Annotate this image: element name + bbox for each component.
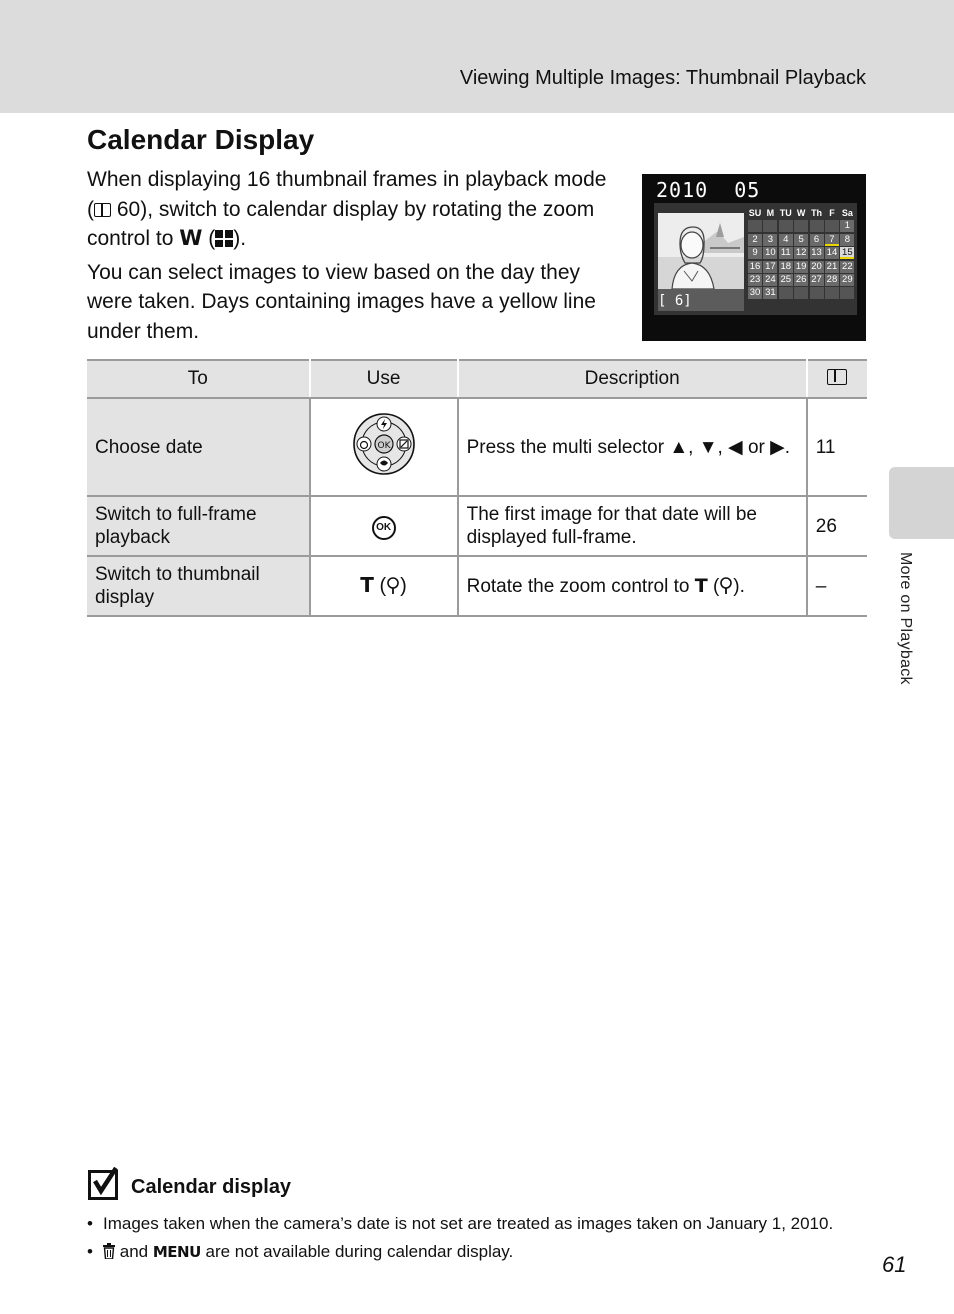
calendar-day[interactable]: 6	[810, 234, 824, 246]
ok-button-icon: OK	[372, 516, 396, 540]
calendar-day[interactable]: 8	[840, 234, 854, 246]
book-reference-icon	[827, 369, 847, 385]
thumbnail-grid-icon	[215, 230, 233, 247]
row-description-start: Rotate the zoom control to	[466, 575, 695, 597]
calendar-empty-cell	[748, 220, 762, 232]
intro-p1-end: ).	[233, 227, 247, 250]
note-list	[87, 1212, 867, 1268]
zoom-in-icon	[719, 577, 733, 595]
calendar-empty-cell	[763, 220, 777, 232]
intro-text	[87, 165, 617, 350]
header-to: To	[87, 360, 310, 398]
calendar-day[interactable]: 4	[779, 234, 793, 246]
row-description: The first image for that date will be displayed full-frame.	[458, 496, 807, 556]
multi-selector-icon	[351, 412, 417, 476]
row-action: Choose date	[87, 398, 310, 496]
calendar-empty-cell	[825, 220, 839, 232]
table-row	[87, 496, 867, 556]
book-reference-icon	[94, 203, 111, 217]
calendar-day[interactable]: 9	[748, 247, 762, 259]
note-item2-end: are not available during calendar display.	[205, 1242, 514, 1261]
calendar-day[interactable]: 18	[780, 260, 792, 272]
calendar-day[interactable]: 25	[780, 273, 792, 285]
header-reference	[807, 360, 867, 398]
calendar-empty-cell	[810, 287, 824, 299]
calendar-weekday: F	[829, 208, 835, 218]
calendar-day[interactable]: 5	[794, 234, 808, 246]
calendar-day[interactable]: 2	[748, 234, 762, 246]
screen-panel	[654, 203, 857, 315]
calendar-weekday: Sa	[841, 208, 853, 218]
calendar-empty-cell	[794, 220, 808, 232]
calendar-day[interactable]: 14	[826, 247, 838, 259]
calendar-day[interactable]: 29	[842, 273, 853, 285]
screen-year: 2010	[656, 178, 709, 202]
note-check-icon	[88, 1170, 118, 1200]
menu-button-label: MENU	[152, 1243, 201, 1261]
calendar-day[interactable]: 16	[749, 260, 761, 272]
row-page-reference: 11	[807, 398, 867, 496]
calendar-day[interactable]: 20	[811, 260, 822, 272]
screen-month: 05	[734, 178, 761, 202]
row-action: Switch to thumbnail display	[87, 556, 310, 616]
calendar-weekday: SU	[748, 208, 762, 218]
list-item: • Images taken when the camera’s date is not set are treated as images taken on January 1, 2010.	[87, 1212, 867, 1240]
frame-count: [ 6]	[658, 293, 692, 309]
camera-screen-calendar	[642, 174, 866, 341]
calendar-day[interactable]: 19	[795, 260, 807, 272]
intro-p1-middle: 60), switch to calendar display by rotating the zoom control to	[87, 197, 595, 250]
calendar-day[interactable]: 12	[795, 247, 807, 259]
calendar-day[interactable]: 17	[765, 260, 776, 272]
row-page-reference: –	[807, 556, 867, 616]
row-description: Rotate the zoom control to T ( ).	[458, 556, 807, 616]
calendar-day[interactable]: 24	[765, 273, 776, 285]
zoom-in-icon	[386, 577, 400, 595]
header-use: Use	[310, 360, 458, 398]
calendar-empty-cell	[779, 220, 793, 232]
row-action: Switch to full-frame playback	[87, 496, 310, 556]
section-title: Calendar Display	[87, 124, 315, 155]
preview-photo	[658, 213, 744, 289]
calendar-day[interactable]: 23	[749, 273, 761, 285]
row-use	[310, 496, 458, 556]
calendar-day[interactable]: 30	[749, 287, 761, 299]
calendar-day[interactable]: 11	[779, 247, 793, 259]
calendar-empty-cell	[825, 287, 839, 299]
note-item2-and: and	[119, 1242, 149, 1261]
tele-zoom-letter: T	[360, 573, 374, 597]
calendar-day[interactable]: 26	[795, 273, 807, 285]
row-description-end: ).	[733, 575, 745, 597]
row-use	[310, 398, 458, 496]
table-row	[87, 556, 867, 616]
calendar-day[interactable]: 22	[842, 260, 853, 272]
calendar-empty-cell	[794, 287, 808, 299]
calendar-grid	[748, 208, 855, 299]
screen-year-month	[656, 178, 760, 202]
running-header: Viewing Multiple Images: Thumbnail Playback	[459, 67, 866, 89]
calendar-weekday: Th	[811, 208, 823, 218]
intro-paragraph-2: You can select images to view based on the day they were taken. Days containing images have a yellow line under them.	[87, 260, 596, 343]
calendar-day[interactable]: 28	[826, 273, 838, 285]
row-description: Press the multi selector ▲, ▼, ◀ or ▶.	[458, 398, 807, 496]
calendar-day[interactable]: 21	[826, 260, 838, 272]
calendar-weekday: M	[766, 208, 775, 218]
calendar-day[interactable]: 7	[825, 234, 839, 246]
calendar-empty-cell	[779, 287, 793, 299]
table-row	[87, 398, 867, 496]
list-item	[87, 1240, 867, 1268]
chapter-tab-label: More on Playback	[897, 552, 914, 685]
calendar-day[interactable]: 31	[765, 287, 776, 299]
page-number: 61	[882, 1252, 907, 1277]
note-title: Calendar display	[131, 1176, 292, 1198]
header-band	[0, 0, 954, 113]
calendar-weekday: W	[796, 208, 806, 218]
calendar-day[interactable]: 13	[811, 247, 822, 259]
intro-p1-start: When displaying 16 thumbnail frames in playback mode (	[87, 168, 607, 221]
calendar-day[interactable]: 27	[811, 273, 822, 285]
wide-zoom-letter: W	[179, 226, 203, 250]
row-page-reference: 26	[807, 496, 867, 556]
svg-text:OK: OK	[377, 441, 391, 451]
calendar-empty-cell	[810, 220, 824, 232]
calendar-empty-cell	[840, 287, 854, 299]
calendar-day[interactable]: 15	[842, 247, 853, 259]
intro-paragraph-1: When displaying 16 thumbnail frames in playback mode ( 60), switch to calendar display by rotating the zoom control to W ( ).	[87, 168, 607, 250]
preview-area	[658, 213, 744, 311]
tele-zoom-letter: T	[694, 574, 708, 597]
delete-icon	[103, 1243, 115, 1259]
row-use: T ( )	[310, 556, 458, 616]
calendar-day[interactable]: 3	[763, 234, 777, 246]
header-description: Description	[458, 360, 807, 398]
chapter-tab	[889, 467, 954, 539]
calendar-weekday: TU	[779, 208, 792, 218]
table-header-row	[87, 360, 867, 398]
calendar-day[interactable]: 1	[840, 220, 854, 232]
operations-table	[87, 359, 867, 617]
calendar-day[interactable]: 10	[765, 247, 776, 259]
